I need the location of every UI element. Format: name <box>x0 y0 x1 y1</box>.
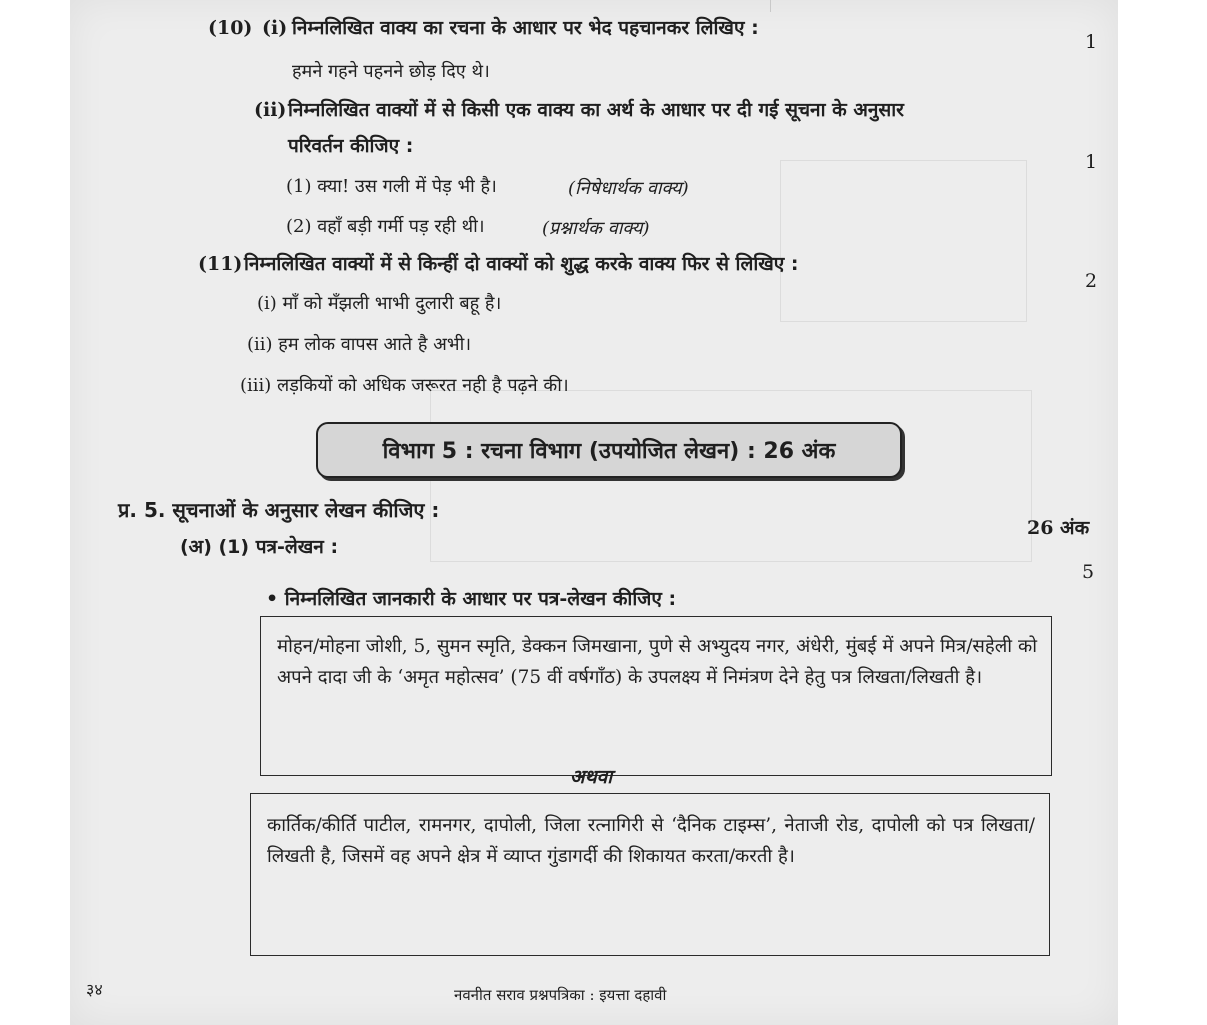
q10-ii-instruction-line2: परिवर्तन कीजिए : <box>288 135 414 157</box>
q10-ii-instruction-line1: निम्नलिखित वाक्यों में से किसी एक वाक्य का अर्थ के आधार पर दी गई सूचना के अनुसार <box>288 99 904 121</box>
q5-instruction-text: निम्नलिखित जानकारी के आधार पर पत्र-लेखन कीजिए : <box>284 588 677 610</box>
q10-ii-label: (ii) <box>254 99 287 121</box>
letter-prompt-1-text: मोहन/मोहना जोशी, 5, सुमन स्मृति, डेक्कन जिमखाना, पुणे से अभ्युदय नगर, अंधेरी, मुंबई में अपने मित्र/सहेली को अपने दादा जी के ‘अमृत महोत्सव’ (75 वीं वर्षगाँठ) के उपलक्ष्य में निमंत्रण देने हेतु पत्र लिखता/लिखती है। <box>277 636 1037 688</box>
q10-option-1: (1) क्या! उस गली में पेड़ भी है। <box>286 176 497 197</box>
q11-item-1: (i) माँ को मँझली भाभी दुलारी बहू है। <box>257 293 502 314</box>
letter-prompt-box-2 <box>250 793 1050 956</box>
q10-option-2-hint: (प्रश्नार्थक वाक्य) <box>542 218 650 239</box>
q5-sub-marks: 5 <box>1082 561 1095 583</box>
q11-item-2: (ii) हम लोक वापस आते है अभी। <box>247 334 472 355</box>
letter-prompt-2-text: कार्तिक/कीर्ति पाटील, रामनगर, दापोली, जिला रत्नागिरी से ‘दैनिक टाइम्स’, नेताजी रोड, दापोली को पत्र लिखता/लिखती है, जिसमें वह अपने क्षेत्र में व्याप्त गुंडागर्दी की शिकायत करता/करती है। <box>267 815 1035 867</box>
q10-i-instruction: निम्नलिखित वाक्य का रचना के आधार पर भेद पहचानकर लिखिए : <box>292 17 759 39</box>
letter-prompt-box-1 <box>260 616 1052 776</box>
q5-subheading: (अ) (1) पत्र-लेखन : <box>180 536 339 558</box>
bullet-icon: • <box>266 588 285 610</box>
q10-i-label: (i) <box>262 17 288 39</box>
q11-marks: 2 <box>1085 270 1098 292</box>
q11-item-3: (iii) लड़कियों को अधिक जरूरत नही है पढ़ने की। <box>240 375 569 396</box>
q10-ii-marks: 1 <box>1085 151 1098 173</box>
q5-total-marks: 26 अंक <box>1027 517 1090 539</box>
q11-number: (11) <box>198 253 243 275</box>
exam-page <box>70 0 1118 1025</box>
q10-option-1-hint: (निषेधार्थक वाक्य) <box>568 178 689 199</box>
or-separator: अथवा <box>570 766 613 788</box>
q10-i-marks: 1 <box>1085 31 1098 53</box>
q10-option-2: (2) वहाँ बड़ी गर्मी पड़ रही थी। <box>286 216 485 237</box>
q10-number: (10) <box>208 17 253 39</box>
q11-instruction: निम्नलिखित वाक्यों में से किन्हीं दो वाक्यों को शुद्ध करके वाक्य फिर से लिखिए : <box>244 253 799 275</box>
section-5-banner: विभाग 5 : रचना विभाग (उपयोजित लेखन) : 26 अंक <box>316 422 902 478</box>
page-number: ३४ <box>86 980 103 999</box>
q10-i-sentence: हमने गहने पहनने छोड़ दिए थे। <box>292 61 490 82</box>
q5-instruction <box>266 590 676 609</box>
q5-heading: प्र. 5. सूचनाओं के अनुसार लेखन कीजिए : <box>118 498 440 522</box>
footer-title: नवनीत सराव प्रश्नपत्रिका : इयत्ता दहावी <box>454 986 667 1004</box>
